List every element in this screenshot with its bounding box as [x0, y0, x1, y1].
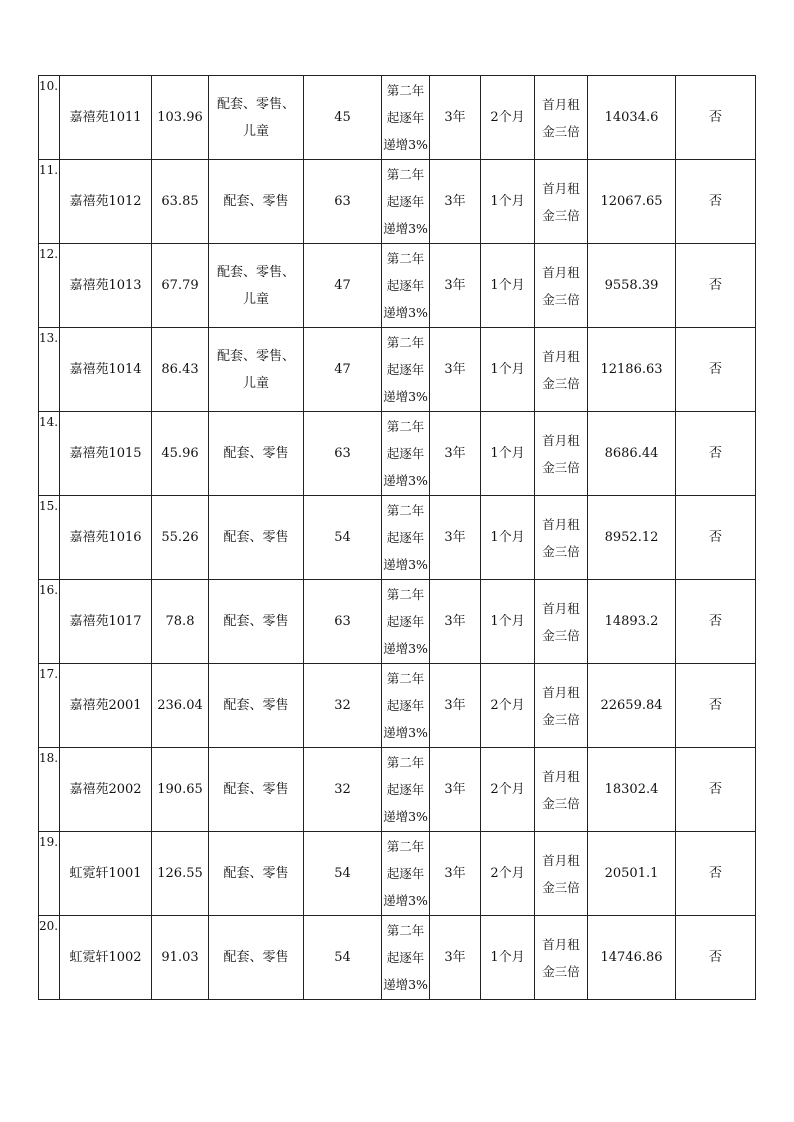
row-number-cell — [39, 748, 60, 832]
unit-usage-cell — [209, 496, 304, 580]
deposit-terms: 首月租金三倍 — [542, 936, 580, 979]
term-value-cell — [304, 748, 382, 832]
unit-area-cell — [152, 916, 209, 1000]
lease-period: 3年 — [444, 110, 466, 125]
row-number-cell — [39, 916, 60, 1000]
lease-period-cell — [430, 76, 481, 160]
lease-period-cell — [430, 328, 481, 412]
row-number: 17. — [39, 667, 59, 681]
deposit-terms-cell — [535, 832, 588, 916]
lease-period: 3年 — [444, 698, 466, 713]
unit-area: 67.79 — [161, 278, 199, 293]
unit-usage-cell — [209, 664, 304, 748]
rent-increase: 第二年起逐年递增3% — [383, 503, 428, 572]
unit-name: 嘉禧苑1016 — [69, 530, 142, 545]
lease-period-cell — [430, 412, 481, 496]
term-value-cell — [304, 916, 382, 1000]
unit-name: 嘉禧苑1011 — [69, 110, 142, 125]
rent-free-period-cell — [481, 412, 535, 496]
unit-usage-cell — [209, 76, 304, 160]
monthly-rent-cell — [588, 160, 676, 244]
term-value-cell — [304, 76, 382, 160]
unit-name: 嘉禧苑1012 — [69, 194, 142, 209]
unit-usage: 配套、零售 — [223, 866, 289, 881]
unit-area-cell — [152, 76, 209, 160]
term-value: 45 — [334, 110, 351, 125]
unit-area: 78.8 — [165, 614, 195, 629]
monthly-rent: 14034.6 — [604, 110, 659, 125]
table-row — [39, 832, 756, 916]
rent-increase-cell — [382, 76, 430, 160]
lease-period-cell — [430, 916, 481, 1000]
lease-period-cell — [430, 832, 481, 916]
lease-period: 3年 — [444, 194, 466, 209]
deposit-terms-cell — [535, 748, 588, 832]
unit-name-cell — [60, 832, 152, 916]
lease-period: 3年 — [444, 446, 466, 461]
monthly-rent: 18302.4 — [604, 782, 659, 797]
unit-usage: 配套、零售 — [223, 614, 289, 629]
rent-increase-cell — [382, 160, 430, 244]
row-number-cell — [39, 832, 60, 916]
rent-free-period: 1个月 — [490, 362, 525, 377]
rent-increase: 第二年起逐年递增3% — [383, 671, 428, 740]
table-row — [39, 76, 756, 160]
lease-period-cell — [430, 160, 481, 244]
unit-usage-cell — [209, 244, 304, 328]
flag-value-cell — [676, 832, 756, 916]
term-value-cell — [304, 160, 382, 244]
rent-increase: 第二年起逐年递增3% — [383, 419, 428, 488]
rent-increase: 第二年起逐年递增3% — [383, 587, 428, 656]
monthly-rent-cell — [588, 496, 676, 580]
deposit-terms: 首月租金三倍 — [542, 768, 580, 811]
unit-usage-cell — [209, 580, 304, 664]
unit-area-cell — [152, 832, 209, 916]
unit-area-cell — [152, 748, 209, 832]
rent-increase-cell — [382, 832, 430, 916]
monthly-rent: 22659.84 — [600, 698, 663, 713]
row-number-cell — [39, 244, 60, 328]
unit-name: 虹霓轩1002 — [69, 950, 142, 965]
flag-value: 否 — [708, 698, 722, 713]
unit-area: 91.03 — [161, 950, 199, 965]
monthly-rent-cell — [588, 328, 676, 412]
term-value: 63 — [334, 446, 351, 461]
unit-usage: 配套、零售 — [223, 194, 289, 209]
deposit-terms-cell — [535, 76, 588, 160]
monthly-rent-cell — [588, 664, 676, 748]
rent-free-period-cell — [481, 916, 535, 1000]
term-value: 54 — [334, 866, 351, 881]
table-row — [39, 160, 756, 244]
rent-increase-cell — [382, 328, 430, 412]
term-value-cell — [304, 832, 382, 916]
unit-usage-cell — [209, 412, 304, 496]
unit-area: 126.55 — [157, 866, 203, 881]
deposit-terms: 首月租金三倍 — [542, 684, 580, 727]
flag-value-cell — [676, 160, 756, 244]
monthly-rent: 12067.65 — [600, 194, 663, 209]
lease-period-cell — [430, 496, 481, 580]
unit-area: 236.04 — [157, 698, 203, 713]
table-row — [39, 328, 756, 412]
deposit-terms: 首月租金三倍 — [542, 180, 580, 223]
rent-free-period-cell — [481, 748, 535, 832]
unit-usage: 配套、零售 — [223, 950, 289, 965]
rent-increase-cell — [382, 664, 430, 748]
term-value: 47 — [334, 362, 351, 377]
unit-usage: 配套、零售 — [223, 782, 289, 797]
unit-name: 嘉禧苑1017 — [69, 614, 142, 629]
monthly-rent: 8686.44 — [604, 446, 659, 461]
rent-free-period: 1个月 — [490, 278, 525, 293]
deposit-terms: 首月租金三倍 — [542, 348, 580, 391]
deposit-terms: 首月租金三倍 — [542, 264, 580, 307]
flag-value: 否 — [708, 278, 722, 293]
monthly-rent-cell — [588, 412, 676, 496]
lease-period: 3年 — [444, 362, 466, 377]
row-number: 11. — [39, 163, 59, 177]
deposit-terms: 首月租金三倍 — [542, 432, 580, 475]
table-row — [39, 496, 756, 580]
deposit-terms-cell — [535, 580, 588, 664]
unit-usage: 配套、零售、儿童 — [216, 348, 295, 391]
deposit-terms-cell — [535, 412, 588, 496]
rent-free-period: 1个月 — [490, 446, 525, 461]
flag-value: 否 — [708, 614, 722, 629]
flag-value-cell — [676, 244, 756, 328]
row-number-cell — [39, 328, 60, 412]
unit-usage: 配套、零售、儿童 — [216, 96, 295, 139]
unit-name-cell — [60, 412, 152, 496]
monthly-rent: 20501.1 — [604, 866, 659, 881]
flag-value: 否 — [708, 866, 722, 881]
monthly-rent: 8952.12 — [604, 530, 659, 545]
row-number: 15. — [39, 499, 59, 513]
term-value: 54 — [334, 530, 351, 545]
row-number-cell — [39, 664, 60, 748]
rent-free-period-cell — [481, 76, 535, 160]
row-number: 14. — [39, 415, 59, 429]
rent-free-period-cell — [481, 160, 535, 244]
flag-value-cell — [676, 496, 756, 580]
rent-increase: 第二年起逐年递增3% — [383, 251, 428, 320]
rent-increase-cell — [382, 496, 430, 580]
rent-increase: 第二年起逐年递增3% — [383, 923, 428, 992]
flag-value-cell — [676, 76, 756, 160]
rent-free-period: 1个月 — [490, 194, 525, 209]
flag-value: 否 — [708, 110, 722, 125]
rent-increase: 第二年起逐年递增3% — [383, 335, 428, 404]
rent-free-period-cell — [481, 664, 535, 748]
unit-area-cell — [152, 580, 209, 664]
rent-increase: 第二年起逐年递增3% — [383, 83, 428, 152]
flag-value-cell — [676, 748, 756, 832]
flag-value: 否 — [708, 530, 722, 545]
unit-area-cell — [152, 664, 209, 748]
lease-period: 3年 — [444, 950, 466, 965]
lease-period: 3年 — [444, 614, 466, 629]
term-value-cell — [304, 664, 382, 748]
rent-free-period: 1个月 — [490, 530, 525, 545]
term-value-cell — [304, 244, 382, 328]
deposit-terms: 首月租金三倍 — [542, 600, 580, 643]
unit-name-cell — [60, 244, 152, 328]
unit-area: 45.96 — [161, 446, 199, 461]
rent-increase: 第二年起逐年递增3% — [383, 839, 428, 908]
rent-free-period-cell — [481, 580, 535, 664]
deposit-terms-cell — [535, 244, 588, 328]
deposit-terms: 首月租金三倍 — [542, 516, 580, 559]
rent-free-period: 1个月 — [490, 950, 525, 965]
monthly-rent-cell — [588, 916, 676, 1000]
monthly-rent: 14746.86 — [600, 950, 663, 965]
flag-value: 否 — [708, 950, 722, 965]
table-row — [39, 580, 756, 664]
unit-area: 63.85 — [161, 194, 199, 209]
lease-period: 3年 — [444, 278, 466, 293]
lease-period: 3年 — [444, 782, 466, 797]
unit-name-cell — [60, 496, 152, 580]
unit-area: 55.26 — [161, 530, 199, 545]
unit-area-cell — [152, 244, 209, 328]
monthly-rent-cell — [588, 832, 676, 916]
lease-period-cell — [430, 664, 481, 748]
unit-name-cell — [60, 328, 152, 412]
lease-period-cell — [430, 244, 481, 328]
term-value: 54 — [334, 950, 351, 965]
unit-name: 嘉禧苑2002 — [69, 782, 142, 797]
rent-free-period-cell — [481, 328, 535, 412]
row-number-cell — [39, 76, 60, 160]
unit-name: 嘉禧苑1014 — [69, 362, 142, 377]
deposit-terms: 首月租金三倍 — [542, 852, 580, 895]
rent-increase: 第二年起逐年递增3% — [383, 167, 428, 236]
unit-usage-cell — [209, 832, 304, 916]
unit-usage: 配套、零售 — [223, 698, 289, 713]
unit-name-cell — [60, 580, 152, 664]
unit-area: 103.96 — [157, 110, 203, 125]
flag-value-cell — [676, 580, 756, 664]
deposit-terms-cell — [535, 328, 588, 412]
row-number-cell — [39, 496, 60, 580]
term-value: 47 — [334, 278, 351, 293]
term-value-cell — [304, 412, 382, 496]
unit-area-cell — [152, 328, 209, 412]
lease-period-cell — [430, 580, 481, 664]
unit-name-cell — [60, 916, 152, 1000]
row-number: 13. — [39, 331, 59, 345]
deposit-terms-cell — [535, 160, 588, 244]
monthly-rent-cell — [588, 244, 676, 328]
rent-free-period-cell — [481, 496, 535, 580]
monthly-rent: 12186.63 — [600, 362, 663, 377]
unit-usage-cell — [209, 748, 304, 832]
row-number: 20. — [39, 919, 59, 933]
unit-area-cell — [152, 412, 209, 496]
deposit-terms-cell — [535, 916, 588, 1000]
lease-period: 3年 — [444, 530, 466, 545]
unit-usage-cell — [209, 916, 304, 1000]
row-number-cell — [39, 160, 60, 244]
row-number: 16. — [39, 583, 59, 597]
rent-increase-cell — [382, 580, 430, 664]
rent-increase-cell — [382, 412, 430, 496]
row-number: 12. — [39, 247, 59, 261]
monthly-rent: 9558.39 — [604, 278, 659, 293]
deposit-terms-cell — [535, 496, 588, 580]
term-value-cell — [304, 496, 382, 580]
unit-name-cell — [60, 748, 152, 832]
flag-value-cell — [676, 664, 756, 748]
term-value-cell — [304, 580, 382, 664]
unit-area: 86.43 — [161, 362, 199, 377]
table-row — [39, 916, 756, 1000]
flag-value-cell — [676, 916, 756, 1000]
unit-name-cell — [60, 664, 152, 748]
rent-increase-cell — [382, 916, 430, 1000]
table-body — [39, 76, 756, 1000]
row-number: 19. — [39, 835, 59, 849]
rent-free-period: 2个月 — [490, 698, 525, 713]
rent-free-period: 1个月 — [490, 614, 525, 629]
unit-name: 嘉禧苑2001 — [69, 698, 142, 713]
term-value: 32 — [334, 782, 351, 797]
flag-value: 否 — [708, 782, 722, 797]
rent-free-period: 2个月 — [490, 110, 525, 125]
unit-usage-cell — [209, 160, 304, 244]
flag-value-cell — [676, 328, 756, 412]
rent-increase: 第二年起逐年递增3% — [383, 755, 428, 824]
term-value: 63 — [334, 614, 351, 629]
table-row — [39, 664, 756, 748]
flag-value: 否 — [708, 362, 722, 377]
monthly-rent: 14893.2 — [604, 614, 659, 629]
unit-area-cell — [152, 496, 209, 580]
unit-usage: 配套、零售 — [223, 446, 289, 461]
table-row — [39, 412, 756, 496]
row-number: 10. — [39, 79, 59, 93]
lease-period-cell — [430, 748, 481, 832]
flag-value-cell — [676, 412, 756, 496]
rent-free-period-cell — [481, 832, 535, 916]
flag-value: 否 — [708, 194, 722, 209]
unit-area-cell — [152, 160, 209, 244]
term-value: 63 — [334, 194, 351, 209]
rent-free-period: 2个月 — [490, 866, 525, 881]
unit-name: 虹霓轩1001 — [69, 866, 142, 881]
monthly-rent-cell — [588, 748, 676, 832]
lease-table — [38, 75, 756, 1000]
monthly-rent-cell — [588, 76, 676, 160]
unit-usage-cell — [209, 328, 304, 412]
rent-increase-cell — [382, 244, 430, 328]
row-number: 18. — [39, 751, 59, 765]
unit-name: 嘉禧苑1015 — [69, 446, 142, 461]
lease-period: 3年 — [444, 866, 466, 881]
unit-name: 嘉禧苑1013 — [69, 278, 142, 293]
deposit-terms-cell — [535, 664, 588, 748]
row-number-cell — [39, 580, 60, 664]
term-value: 32 — [334, 698, 351, 713]
rent-free-period: 2个月 — [490, 782, 525, 797]
deposit-terms: 首月租金三倍 — [542, 96, 580, 139]
row-number-cell — [39, 412, 60, 496]
unit-usage: 配套、零售、儿童 — [216, 264, 295, 307]
rent-increase-cell — [382, 748, 430, 832]
unit-name-cell — [60, 76, 152, 160]
table-row — [39, 244, 756, 328]
table-row — [39, 748, 756, 832]
unit-usage: 配套、零售 — [223, 530, 289, 545]
unit-area: 190.65 — [157, 782, 203, 797]
flag-value: 否 — [708, 446, 722, 461]
term-value-cell — [304, 328, 382, 412]
unit-name-cell — [60, 160, 152, 244]
monthly-rent-cell — [588, 580, 676, 664]
rent-free-period-cell — [481, 244, 535, 328]
